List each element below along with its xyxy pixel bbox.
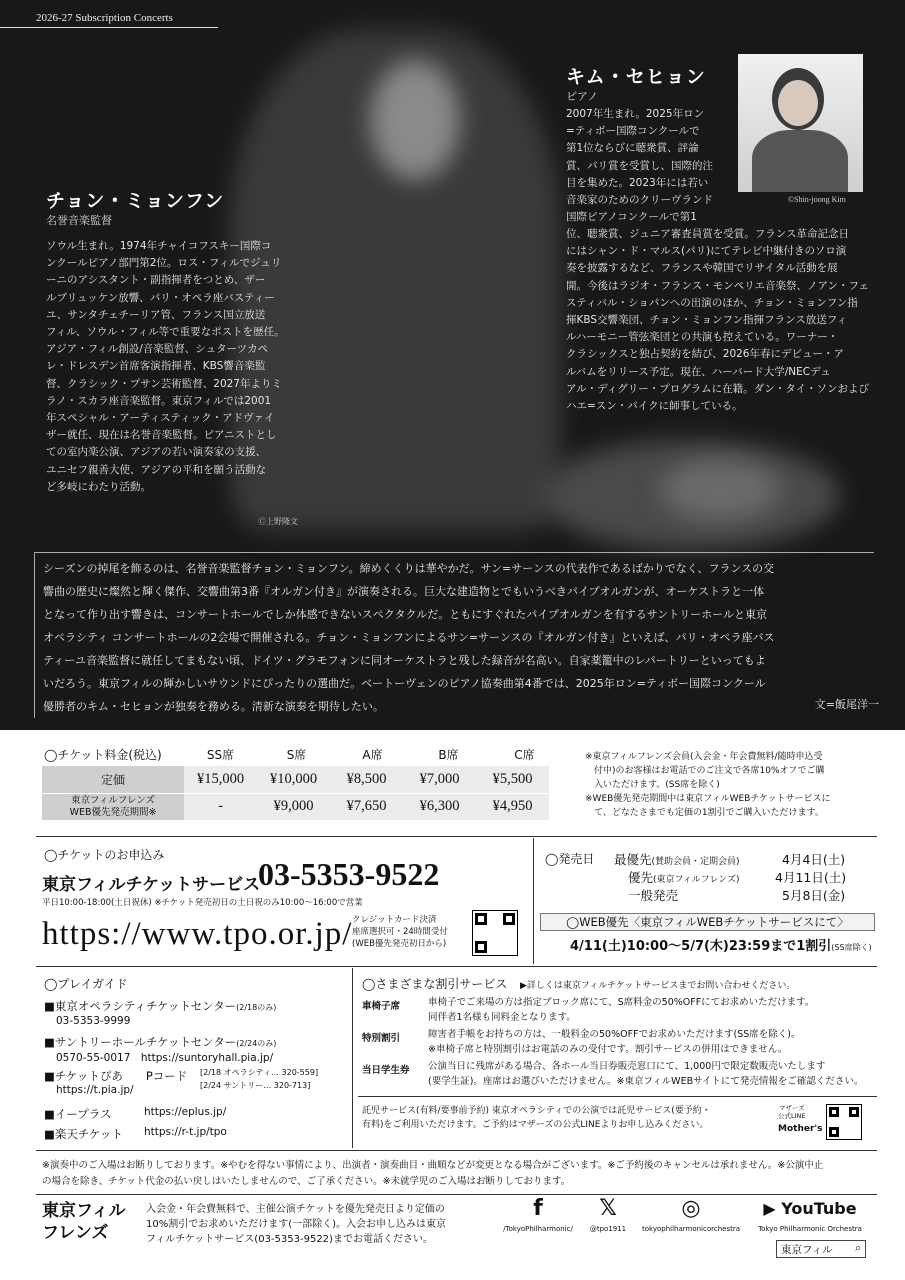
guide-opera-city[interactable]: ■東京オペラシティチケットセンター(2/18のみ) [44,999,277,1013]
chung-name: チョン・ミョンフン [46,190,225,212]
guide-suntory[interactable]: ■サントリーホールチケットセンター(2/24のみ) [44,1035,277,1049]
price-cell: ¥15,000 [184,766,257,793]
discount-text: 車椅子でご来場の方は指定ブロック席にて、S席料金の50%OFFにてお求めいただけます。 同伴者1名様も同料金となります。 [428,997,815,1023]
price-cell: ¥7,000 [403,766,476,793]
guide-eplus-url[interactable]: https://eplus.jp/ [144,1106,227,1118]
essay-text: シーズンの掉尾を飾るのは、名誉音楽監督チョン・ミョンフン。締めくくりは華やかだ。サン=サーンスの代表作であるばかりでなく、フランスの交 響曲の歴史に燦然と輝く傑作、交響曲第3番『オルガン付き』が演奏される。巨大な建造物とでもいうべきパイプオルガンが、オーケストラと一体 となって作り出す響きは、コンサートホールでしか体感できないスペクタクルだ。ともにすぐれたパイプオルガンを有するサントリーホールと東京 オペラシティ コンサートホールの2会場で開催される。チョン・ミョンフンによるサン=サーンスの『オルガン付き』といえば、パリ・オペラ座バス ティーユ音楽監督に就任してまもない頃、ドイツ・グラモフォンに同オーケストラと残した録音が名高い。自家薬籠中のレパートリーといってもよ いだろう。東京フィルの輝かしいサウンドにぴったりの選曲だ。ベートーヴェンのピアノ協奏曲第4番では、2025年ロン=ティボー国際コンクール 優勝者のキム・セヒョンが独奏を務める。清新な演奏を期待したい。 [34,552,874,718]
instagram-icon: ◎ [681,1196,701,1221]
guide-pia-url[interactable]: https://t.pia.jp/ [56,1084,134,1096]
col-b: B席 [438,748,459,762]
price-table [42,766,549,821]
guide-suntory-contact[interactable]: 0570-55-0017 https://suntoryhall.pia.jp/ [56,1052,274,1064]
divider [352,968,353,1148]
divider [36,836,877,837]
instagram-link[interactable]: ◎ tokyophilharmonicorchestra [636,1196,746,1233]
kim-bio-top: 2007年生まれ。2025年ロン =ティボー国際コンクールで 第1位ならびに聴衆賞、評論 賞、パリ賞を受賞し、国際的注 目を集めた。2023年には若い 音楽家のためのクリーヴランド 国際ピアノコンクールで第1 [566,108,713,224]
facebook-icon: f [533,1196,543,1221]
childcare-note: 託児サービス(有料/要事前予約) 東京オペラシティでの公演では託児サービス(要予約・ 有料)をご利用いただけます。ご予約はマザーズの公式LINEよりお申し込みください。 [362,1106,711,1130]
conductor-head-shape [370,60,460,180]
friends-title: 東京フィル フレンズ [42,1201,126,1243]
col-a: A席 [362,748,383,762]
guide-eplus[interactable]: ■イープラス [44,1107,112,1121]
guide-pia-pcode: [2/18 オペラシティ… 320-559] [2/24 サントリー… 320-713] [200,1068,319,1090]
col-c: C席 [514,748,535,762]
price-cell: ¥10,000 [257,766,330,793]
kim-name: キム・セヒョン [566,66,706,88]
sale-date: 4月4日(土) [782,852,846,867]
x-link[interactable]: 𝕏 @tpo1911 [580,1196,636,1233]
col-s: S席 [286,748,307,762]
series-title: 2026-27 Subscription Concerts [0,12,218,28]
sale-date: 4月11日(土) [775,870,847,885]
row-label: 定価 [42,766,184,793]
violin-shape [660,460,780,520]
table-row [42,793,549,820]
sale-date: 5月8日(金) [782,888,846,903]
kim-role: ピアノ [566,90,599,103]
facebook-link[interactable]: f /TokyoPhilharmonic/ [488,1196,588,1233]
price-cell: ¥4,950 [476,793,549,820]
sale-row-friends: 優先(東京フィルフレンズ) [628,870,740,885]
kim-photo-credit: ©Shin-joong Kim [788,195,846,204]
sale-date-title: ◯発売日 [545,852,595,866]
friends-text: 入会金・年会費無料で、主催公演チケットを優先発売日より定価の 10%割引でお求めいただけます(一部除く)。入会お申し込みは東京 フィルチケットサービス(03-5353-9522)までお電話ください。 [146,1204,447,1245]
divider [358,1096,877,1097]
divider [533,838,534,964]
mothers-logo: Mother's [778,1124,823,1134]
price-cell: ¥5,500 [476,766,549,793]
order-title: ◯チケットのお申込み [44,848,165,862]
price-notes: ※東京フィルフレンズ会員(入会金・年会費無料/随時申込受 付中)のお客様はお電話でのご注文で各席10%オフでご購 入いただけます。(SS席を除く) ※WEB優先発売期間中は東京フィルWEBチケットサービスに て、どなたさまでも定価の1割引でご購入いただけます。 [585,752,831,818]
ticket-service-name: 東京フィルチケットサービス [42,875,261,895]
discount-text: 障害者手帳をお持ちの方は、一般料金の50%OFFでお求めいただけます(SS席を除く)。 ※車椅子席と特別割引はお電話のみの受付です。割引サービスの併用はできません。 [428,1029,801,1055]
guide-rakuten-url[interactable]: https://r-t.jp/tpo [144,1126,227,1138]
row-label: 東京フィルフレンズ WEB優先発売期間※ [42,793,184,820]
web-priority-period: 4/11(土)10:00〜5/7(木)23:59まで1割引(SS席除く) [570,939,872,954]
chung-role: 名誉音楽監督 [46,214,112,227]
guide-pia[interactable]: ■チケットぴあ Pコード [44,1069,188,1083]
kim-bio-bottom: 位、聴衆賞、ジュニア審査員賞を受賞。フランス革命記念日 にはシャン・ド・マルス(パリ)にてテレビ中継付きのソロ演 奏を披露するなど、フランスや韓国でリサイタル活動を展 開。今後はラジオ・フランス・モンペリエ音楽祭、ノアン・フェ スティバル・ショパンへの出演のほか、チョン・ミョンフン指 揮KBS交響楽団、チョン・ミョンフン指揮フランス放送フィ ルハーモニー管弦楽団との共演も控えている。ワーナー・ クラシックスと独占契約を結び、2026年春にデビュー・ア ルバムをリリース予定。現在、ハーバード大学/NECデュ アル・ディグリー・プログラムに在籍。ダン・タイ・ソンおよび ハエ=スン・パイクに師事している。 [566,228,870,413]
price-cell: ¥7,650 [330,793,403,820]
price-cell: - [184,793,257,820]
mothers-line-label: マザーズ 公式LINE [778,1104,806,1120]
discount-key: 車椅子席 [362,1001,401,1012]
qr-code-icon[interactable] [472,910,518,956]
essay-author: 文=飯尾洋一 [814,698,879,711]
ticket-price-title: ◯チケット料金(税込) [44,748,162,762]
table-row [42,766,549,793]
service-hours: 平日10:00-18:00(土日祝休) ※チケット発売初日の土日祝のみ10:00〜16:00で営業 [42,898,363,908]
search-box[interactable]: 東京フィル ⌕ [776,1240,866,1258]
divider [36,1150,877,1151]
price-cell: ¥6,300 [403,793,476,820]
youtube-link[interactable]: ▶ YouTube Tokyo Philharmonic Orchestra [750,1196,870,1233]
play-guide-title: ◯プレイガイド [44,977,128,991]
divider [36,966,877,967]
col-ss: SS席 [206,748,235,762]
guide-rakuten[interactable]: ■楽天チケット [44,1127,123,1141]
web-note: クレジットカード決済 座席選択可・24時間受付 (WEB優先発売初日から) [352,915,448,949]
website-link[interactable]: https://www.tpo.or.jp/ [42,916,353,952]
kim-photo [738,54,863,192]
discount-subtitle: ▶詳しくは東京フィルチケットサービスまでお問い合わせください。 [520,981,796,991]
price-cell: ¥9,000 [257,793,330,820]
sale-row-priority: 最優先(賛助会員・定期会員) [614,852,740,867]
search-icon: ⌕ [855,1242,861,1254]
discount-title: ◯さまざまな割引サービス [362,977,508,991]
chung-photo-credit: Ⓒ上野隆文 [258,517,298,526]
web-priority-box: ◯WEB優先〈東京フィルWEBチケットサービスにて〉 [540,913,875,931]
divider [36,1194,877,1195]
mothers-qr-icon[interactable] [826,1104,862,1140]
chung-bio: ソウル生まれ。1974年チャイコフスキー国際コ ンクールピアノ部門第2位。ロス・フィルでジュリ ーニのアシスタント・副指揮者をつとめ、ザー ルブリュッケン放響、パリ・オペラ座バスティー ユ、サンタチェチーリア管、フランス国立放送 フィル、ソウル・フィル等で重要なポストを歴任。 アジア・フィル創設/音楽監督、シュターツカペ レ・ドレスデン首席客演指揮者、KBS響音楽監 督、クラシック・プサン芸術監督、2027年よりミ ラノ・スカラ座音楽監督。東京フィルでは2001 年スペシャル・アーティスティック・アドヴァイ ザー就任、現在は名誉音楽監督。ピアニストとし ての室内楽公演、アジアの若い演奏家の支援、 ユニセフ親善大使、アジアの平和を願う活動な ど多岐にわたり活動。 [46,240,285,493]
discount-text: 公演当日に残席がある場合、各ホール当日券販売窓口にて、1,000円で限定数販売いたします (要学生証)。座席はお選びいただけません。※東京フィルWEBサイトにて発売情報をご確認ください。 [428,1061,864,1087]
guide-opera-city-phone[interactable]: 03-5353-9999 [56,1015,131,1027]
discount-key: 当日学生券 [362,1065,410,1076]
phone-number[interactable]: 03-5353-9522 [258,856,440,892]
youtube-icon: ▶ YouTube [763,1199,857,1218]
sale-row-general: 一般発売 [628,888,679,903]
footnote: ※演奏中のご入場はお断りしております。※やむを得ない事情により、出演者・演奏曲目・曲順などが変更となる場合がございます。※ご予約後のキャンセルは承れません。※公演中止 の場合を除き、チケット代金の払い戻しはいたしませんので、ご了承ください。※未就学児のご入場はお断りしております。 [42,1160,824,1187]
price-cell: ¥8,500 [330,766,403,793]
x-icon: 𝕏 [599,1196,617,1221]
discount-key: 特別割引 [362,1033,401,1044]
